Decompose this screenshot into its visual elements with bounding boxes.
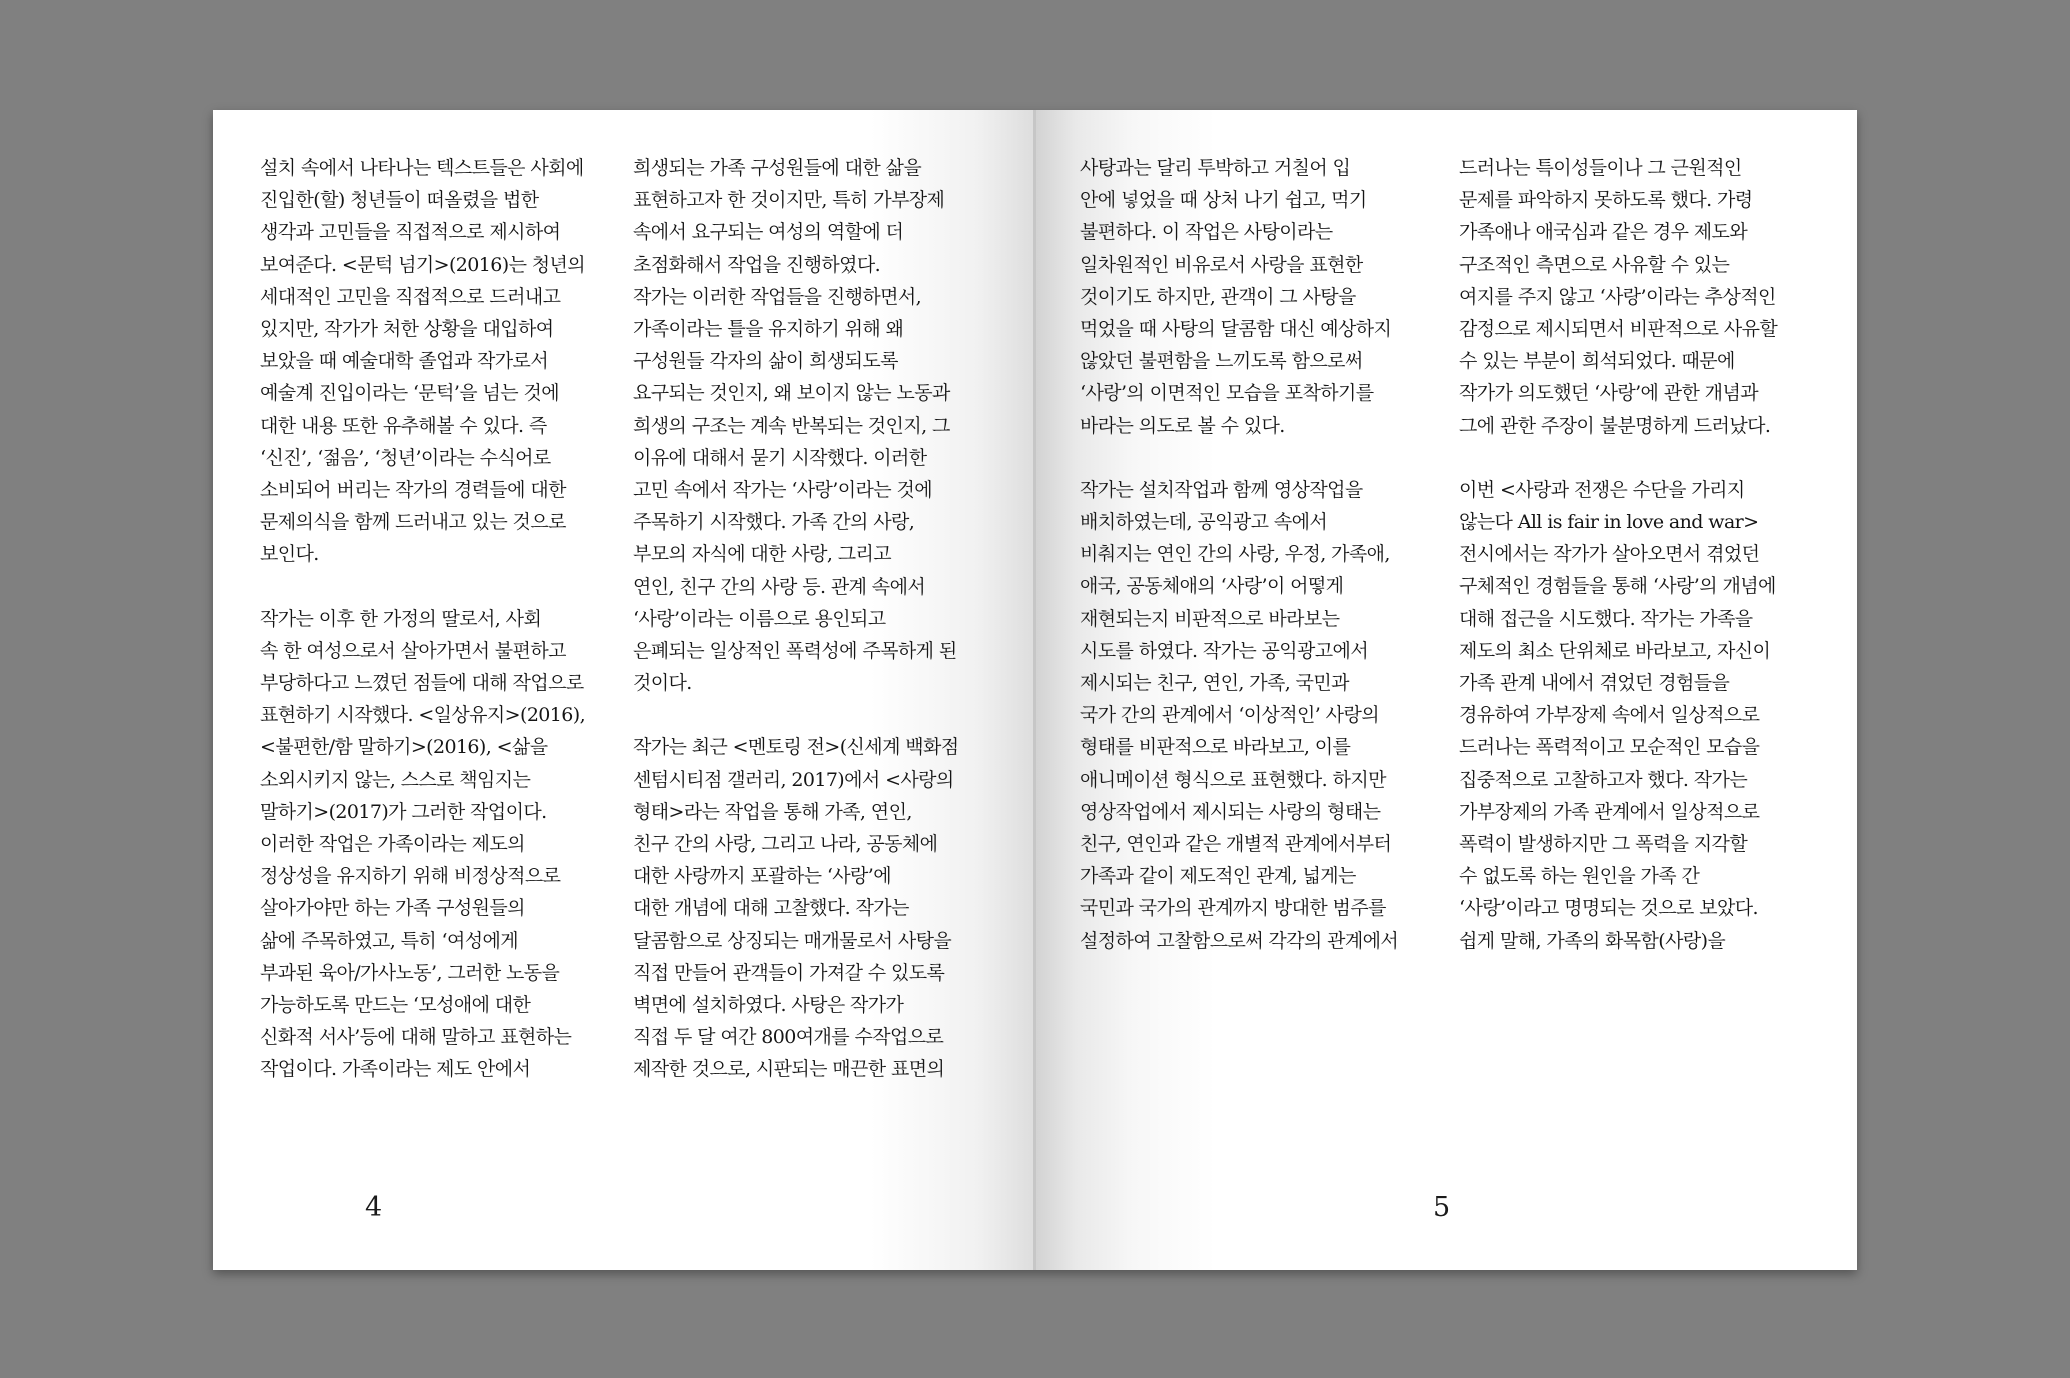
paragraph: 이번 <사랑과 전쟁은 수단을 가리지 않는다 All is fair in love and war> 전시에서는 작가가 살아오면서 겪었던 구체적인 경험들을 통해 ‘사랑’의 개념에 대해 접근을 시도했다. 작가는 가족을 제도의 최소 단위체로 바라보고, 자신이 가족 관계 내에서 겪었던 경험들을 경유하여 가부장제 속에서 일상적으로 드러나는 폭력적이고 모순적인 모습을 집중적으로 고찰하고자 했다. 작가는 가부장제의 가족 관계에서 일상적으로 폭력이 발생하지만 그 폭력을 지각할 수 없도록 하는 원인을 가족 간 ‘사랑’이라고 명명되는 것으로 보았다. 쉽게 말해, 가족의 화목함(사랑)을 bbox=[1459, 478, 1776, 952]
left-page-column-1 bbox=[260, 152, 612, 1086]
paragraph: 사탕과는 달리 투박하고 거칠어 입 안에 넣었을 때 상처 나기 쉽고, 먹기 불편하다. 이 작업은 사탕이라는 일차원적인 비유로서 사랑을 표현한 것이기도 하지만, 관객이 그 사탕을 먹었을 때 사탕의 달콤함 대신 예상하지 않았던 불편함을 느끼도록 함으로써 ‘사랑’의 이면적인 모습을 포착하기를 바라는 의도로 볼 수 있다. bbox=[1080, 157, 1392, 437]
left-page bbox=[213, 110, 1035, 1270]
paragraph: 설치 속에서 나타나는 텍스트들은 사회에 진입한(할) 청년들이 떠올렸을 법한 생각과 고민들을 직접적으로 제시하여 보여준다. <문턱 넘기>(2016)는 청년의 세대적인 고민을 직접적으로 드러내고 있지만, 작가가 처한 상황을 대입하여 보았을 때 예술대학 졸업과 작가로서 예술계 진입이라는 ‘문턱’을 넘는 것에 대한 내용 또한 유추해볼 수 있다. 즉 ‘신진’, ‘젊음’, ‘청년’이라는 수식어로 소비되어 버리는 작가의 경력들에 대한 문제의식을 함께 드러내고 있는 것으로 보인다. bbox=[260, 157, 586, 566]
paragraph: 드러나는 특이성들이나 그 근원적인 문제를 파악하지 못하도록 했다. 가령 가족애나 애국심과 같은 경우 제도와 구조적인 측면으로 사유할 수 있는 여지를 주지 않고 ‘사랑’이라는 추상적인 감정으로 제시되면서 비판적으로 사유할 수 있는 부분이 희석되었다. 때문에 작가가 의도했던 ‘사랑’에 관한 개념과 그에 관한 주장이 불분명하게 드러났다. bbox=[1459, 157, 1778, 437]
book-gutter bbox=[1033, 110, 1036, 1270]
paragraph: 희생되는 가족 구성원들에 대한 삶을 표현하고자 한 것이지만, 특히 가부장제 속에서 요구되는 여성의 역할에 더 초점화해서 작업을 진행하였다. 작가는 이러한 작업들을 진행하면서, 가족이라는 틀을 유지하기 위해 왜 구성원들 각자의 삶이 희생되도록 요구되는 것인지, 왜 보이지 않는 노동과 희생의 구조는 계속 반복되는 것인지, 그 이유에 대해서 묻기 시작했다. 이러한 고민 속에서 작가는 ‘사랑’이라는 것에 주목하기 시작했다. 가족 간의 사랑, 부모의 자식에 대한 사랑, 그리고 연인, 친구 간의 사랑 등. 관계 속에서 ‘사랑’이라는 이름으로 용인되고 은폐되는 일상적인 폭력성에 주목하게 된 것이다. bbox=[633, 157, 957, 695]
right-page-column-1 bbox=[1080, 152, 1432, 957]
paragraph: 작가는 설치작업과 함께 영상작업을 배치하였는데, 공익광고 속에서 비춰지는 연인 간의 사랑, 우정, 가족애, 애국, 공동체애의 ‘사랑’이 어떻게 재현되는지 비판적으로 바라보는 시도를 하였다. 작가는 공익광고에서 제시되는 친구, 연인, 가족, 국민과 국가 간의 관계에서 ‘이상적인’ 사랑의 형태를 비판적으로 바라보고, 이를 애니메이션 형식으로 표현했다. 하지만 영상작업에서 제시되는 사랑의 형태는 친구, 연인과 같은 개별적 관계에서부터 가족과 같이 제도적인 관계, 넓게는 국민과 국가의 관계까지 방대한 범주를 설정하여 고찰함으로써 각각의 관계에서 bbox=[1080, 478, 1399, 952]
paragraph: 작가는 이후 한 가정의 딸로서, 사회 속 한 여성으로서 살아가면서 불편하고 부당하다고 느꼈던 점들에 대해 작업으로 표현하기 시작했다. <일상유지>(2016), <불편한/함 말하기>(2016), <삶을 소외시키지 않는, 스스로 책임지는 말하기>(2017)가 그러한 작업이다. 이러한 작업은 가족이라는 제도의 정상성을 유지하기 위해 비정상적으로 살아가야만 하는 가족 구성원들의 삶에 주목하였고, 특히 ‘여성에게 부과된 육아/가사노동’, 그러한 노동을 가능하도록 만드는 ‘모성애에 대한 신화적 서사’등에 대해 말하고 표현하는 작업이다. 가족이라는 제도 안에서 bbox=[260, 607, 586, 1081]
right-page-column-2 bbox=[1459, 152, 1811, 957]
page-number: 4 bbox=[365, 1192, 383, 1223]
left-page-column-2 bbox=[633, 152, 985, 1086]
book-spread bbox=[213, 110, 1857, 1270]
page-number: 5 bbox=[1433, 1192, 1451, 1223]
right-page bbox=[1035, 110, 1857, 1270]
paragraph: 작가는 최근 <멘토링 전>(신세계 백화점 센텀시티점 갤러리, 2017)에서 <사랑의 형태>라는 작업을 통해 가족, 연인, 친구 간의 사랑, 그리고 나라, 공동체에 대한 사랑까지 포괄하는 ‘사랑’에 대한 개념에 대해 고찰했다. 작가는 달콤함으로 상징되는 매개물로서 사탕을 직접 만들어 관객들이 가져갈 수 있도록 벽면에 설치하였다. 사탕은 작가가 직접 두 달 여간 800여개를 수작업으로 제작한 것으로, 시판되는 매끈한 표면의 bbox=[633, 736, 959, 1081]
